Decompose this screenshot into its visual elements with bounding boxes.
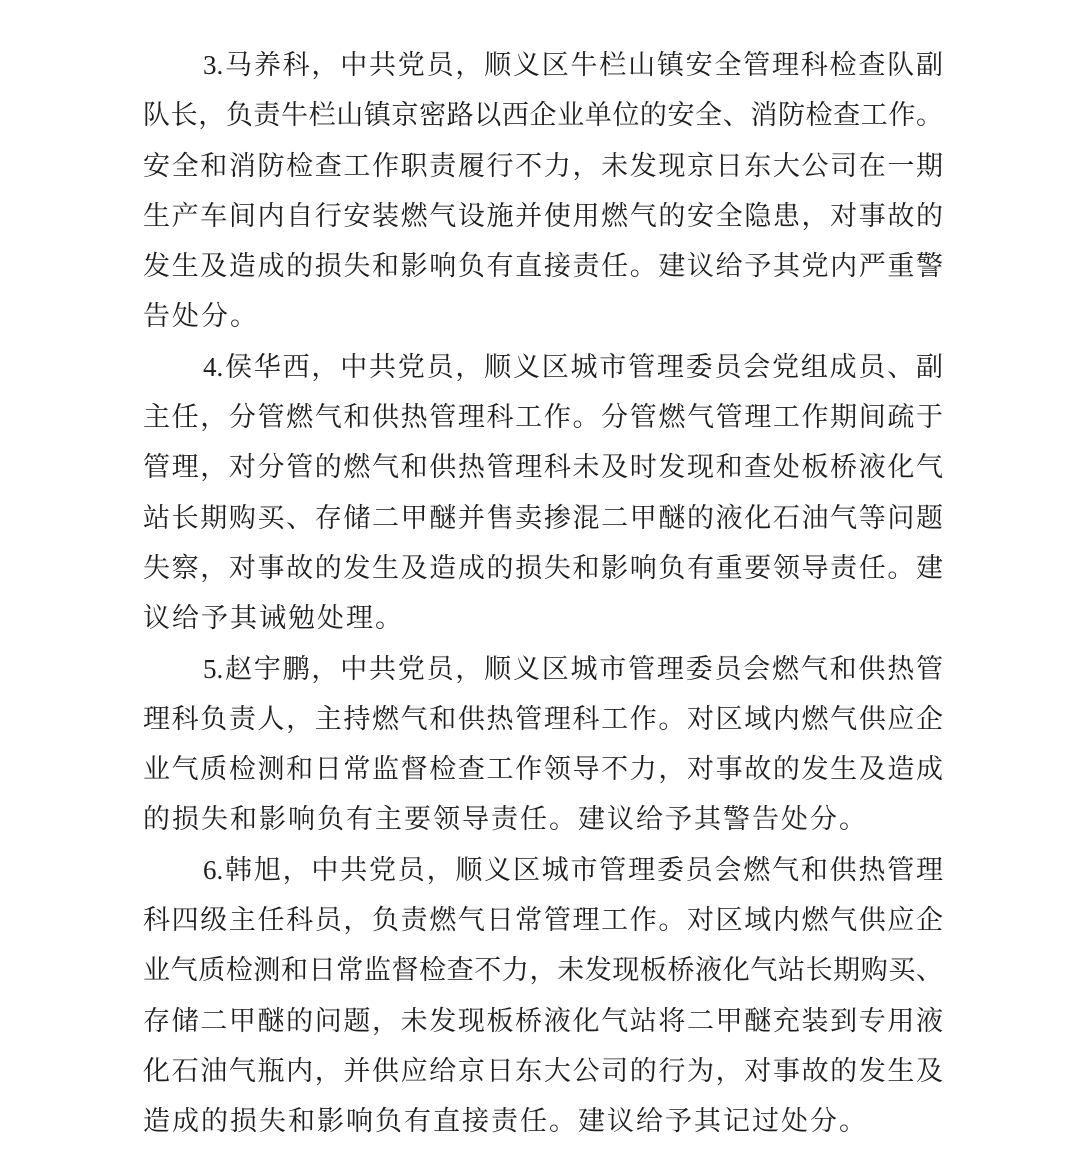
text-line: 告处分。 (143, 301, 259, 332)
paragraph-person-4 (143, 342, 943, 644)
text-line: 存储二甲醚的问题，未发现板桥液化气站将二甲醚充装到专用液 (143, 1005, 943, 1036)
text-line: 3.马养科，中共党员，顺义区牛栏山镇安全管理科检查队副 (203, 50, 943, 80)
text-line: 5.赵宇鹏，中共党员，顺义区城市管理委员会燃气和供热管 (203, 653, 943, 684)
text-line: 的损失和影响负有主要领导责任。建议给予其警告处分。 (143, 804, 868, 835)
text-line: 业气质检测和日常监督检查工作领导不力，对事故的发生及造成 (143, 754, 943, 785)
text-line: 化石油气瓶内，并供应给京日东大公司的行为，对事故的发生及 (143, 1055, 943, 1086)
paragraph-person-5 (143, 644, 943, 845)
paragraph-person-3 (143, 40, 943, 342)
text-line: 管理，对分管的燃气和供热管理科未及时发现和查处板桥液化气 (143, 452, 943, 483)
text-line: 失察，对事故的发生及造成的损失和影响负有重要领导责任。建 (143, 552, 943, 583)
text-line: 主任，分管燃气和供热管理科工作。分管燃气管理工作期间疏于 (143, 402, 943, 433)
text-line: 安全和消防检查工作职责履行不力，未发现京日东大公司在一期 (143, 150, 943, 181)
text-line: 6.韩旭，中共党员，顺义区城市管理委员会燃气和供热管理 (203, 854, 943, 885)
text-line: 业气质检测和日常监督检查不力，未发现板桥液化气站长期购买、 (143, 955, 943, 986)
text-line: 理科负责人，主持燃气和供热管理科工作。对区域内燃气供应企 (143, 703, 943, 734)
text-line: 生产车间内自行安装燃气设施并使用燃气的安全隐患，对事故的 (143, 200, 943, 231)
text-line: 造成的损失和影响负有直接责任。建议给予其记过处分。 (143, 1106, 868, 1137)
text-line: 议给予其诫勉处理。 (143, 603, 404, 634)
text-line: 科四级主任科员，负责燃气日常管理工作。对区域内燃气供应企 (143, 905, 943, 936)
text-line: 4.侯华西，中共党员，顺义区城市管理委员会党组成员、副 (203, 351, 943, 382)
text-line: 发生及造成的损失和影响负有直接责任。建议给予其党内严重警 (143, 251, 943, 282)
text-line: 站长期购买、存储二甲醚并售卖掺混二甲醚的液化石油气等问题 (143, 502, 943, 533)
paragraph-person-6 (143, 845, 943, 1147)
text-line: 队长，负责牛栏山镇京密路以西企业单位的安全、消防检查工作。 (143, 100, 943, 131)
